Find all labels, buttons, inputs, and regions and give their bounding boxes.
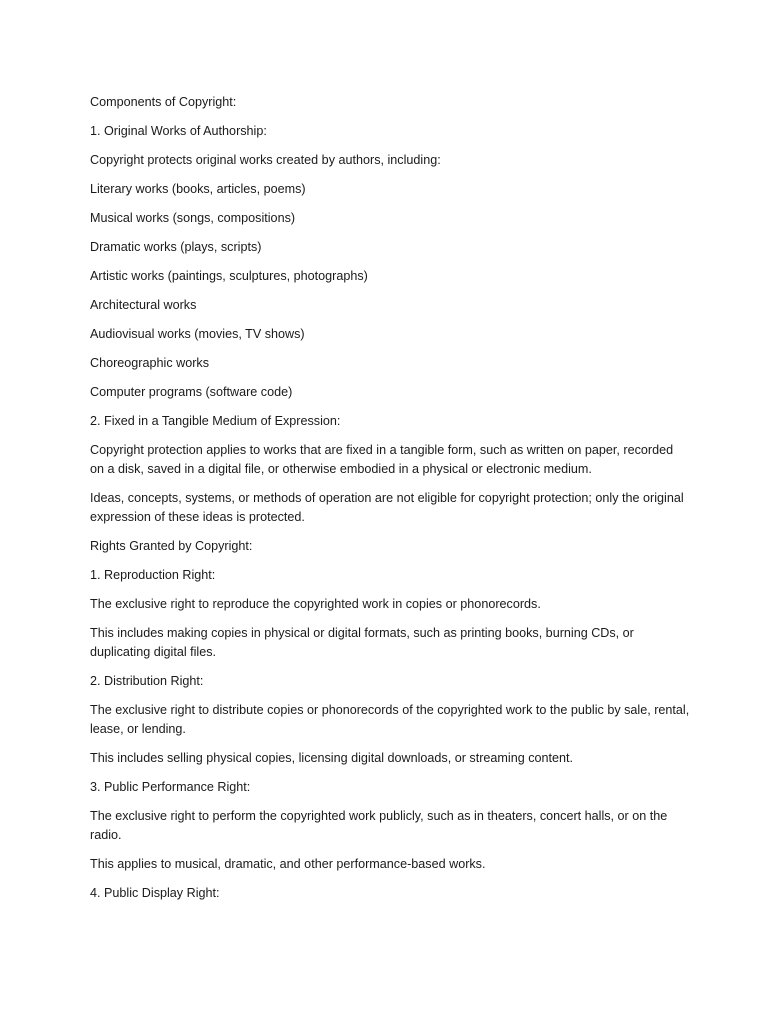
subsection-heading: 4. Public Display Right: [90, 886, 220, 900]
body-paragraph: Copyright protects original works created by authors, including: [90, 153, 441, 167]
list-item: Literary works (books, articles, poems) [90, 182, 306, 196]
body-paragraph: Ideas, concepts, systems, or methods of operation are not eligible for copyright protection; only the original expression of these ideas is protected. [90, 491, 684, 524]
document-page [90, 93, 690, 913]
list-item: Artistic works (paintings, sculptures, photographs) [90, 269, 368, 283]
subsection-heading: 1. Reproduction Right: [90, 568, 216, 582]
subsection-heading: 1. Original Works of Authorship: [90, 124, 267, 138]
body-paragraph: This includes making copies in physical or digital formats, such as printing books, burning CDs, or duplicating digital files. [90, 626, 634, 659]
body-paragraph: This includes selling physical copies, licensing digital downloads, or streaming content. [90, 751, 574, 765]
body-paragraph: This applies to musical, dramatic, and other performance-based works. [90, 857, 486, 871]
body-paragraph: Copyright protection applies to works that are fixed in a tangible form, such as written on paper, recorded on a disk, saved in a digital file, or otherwise embodied in a physical or electronic medium. [90, 443, 674, 476]
subsection-heading: 3. Public Performance Right: [90, 780, 251, 794]
section-heading: Components of Copyright: [90, 95, 237, 109]
body-paragraph: The exclusive right to perform the copyrighted work publicly, such as in theaters, concert halls, or on the radio. [90, 809, 668, 842]
section-heading: Rights Granted by Copyright: [90, 539, 253, 553]
body-paragraph: The exclusive right to reproduce the copyrighted work in copies or phonorecords. [90, 597, 541, 611]
subsection-heading: 2. Distribution Right: [90, 674, 204, 688]
list-item: Computer programs (software code) [90, 385, 293, 399]
list-item: Audiovisual works (movies, TV shows) [90, 327, 305, 341]
list-item: Musical works (songs, compositions) [90, 211, 296, 225]
list-item: Choreographic works [90, 356, 209, 370]
list-item: Architectural works [90, 298, 197, 312]
subsection-heading: 2. Fixed in a Tangible Medium of Expression: [90, 414, 341, 428]
body-paragraph: The exclusive right to distribute copies or phonorecords of the copyrighted work to the public by sale, rental, lease, or lending. [90, 703, 690, 736]
list-item: Dramatic works (plays, scripts) [90, 240, 262, 254]
